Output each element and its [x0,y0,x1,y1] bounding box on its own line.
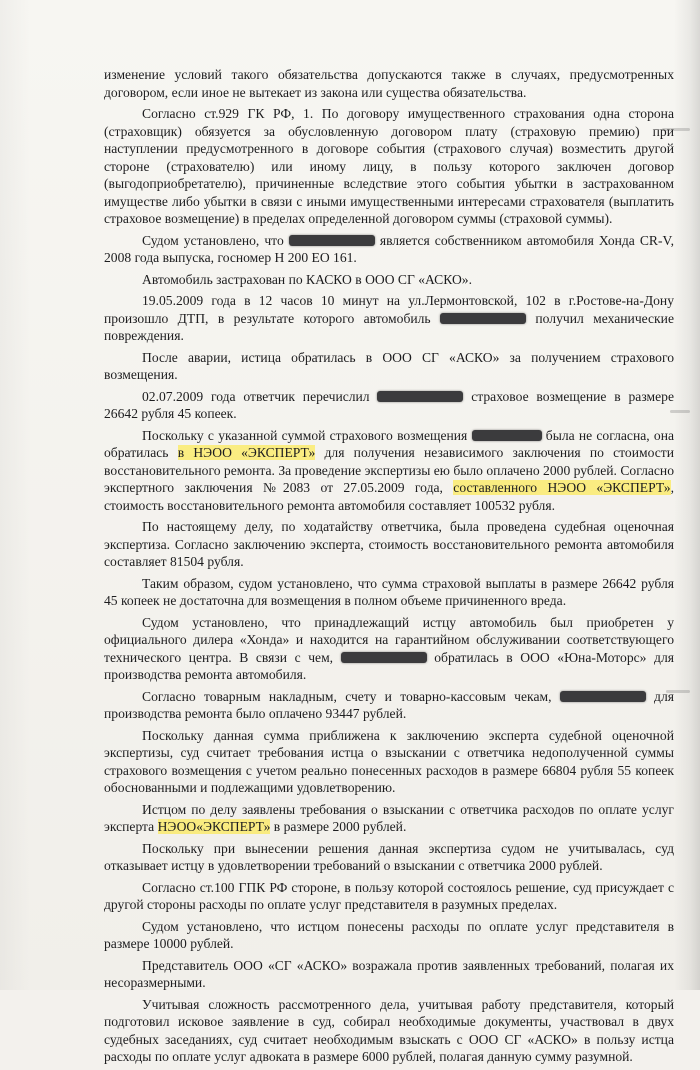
paragraph-3 [104,232,674,267]
text-segment: для получения независимого заключения по стоимости восстановительного ремонта. За проведение экспертизы ею было оплачено 2000 рублей. Согласно экспертного заключения №2083 от 27.05.2009 года, [104,445,675,495]
redacted-name [560,691,646,702]
text-segment: , стоимость восстановительного ремонта автомобиля составляет 100532 рубля. [104,480,674,513]
paragraph-2: Согласно ст.929 ГК РФ, 1. По договору имущественного страхования одна сторона (страховщик) обязуется за обусловленную договором плату (страховую премию) при наступлении предусмотренного в договоре события (страхового случая) возместить другой стороне (страхователю) или иному лицу, в пользу которого заключен договор (выгодоприобретателю), причиненные вследствие этого события убытки в застрахованном имуществе либо убытки в связи с иными имущественными интересами страхователя (выплатить страховое возмещение) в пределах определенной договором суммы (страховой суммы). [104,106,674,226]
scan-shadow-left [0,0,30,990]
paragraph-17: Судом установлено, что истцом понесены расходы по оплате услуг представителя в размере 10000 рублей. [104,918,674,951]
redacted-name [472,430,542,441]
text-segment: для производства ремонта было оплачено 93447 рублей. [104,688,674,721]
paragraph-9: По настоящему делу, по ходатайству ответчика, была проведена судебная оценочная экспертиза. Согласно заключению эксперта, стоимость восстановительного ремонта автомобиля составляет 81504 рубля. [104,519,674,569]
paragraph-8 [104,427,674,515]
text-segment: Истцом по делу заявлены требования о взыскании с ответчика расходов по оплате услуг эксперта [104,801,674,834]
paragraph-19: Учитывая сложность рассмотренного дела, учитывая работу представителя, который подготовил исковое заявление в суд, собирал необходимые документы, участвовал в двух судебных заседаниях, суд считает необходимым взыскать с ООО СГ «АСКО» в пользу истца расходы по оплате услуг адвоката в размере 6000 рублей, полагая данную сумму разумной. [104,996,674,1064]
text-segment: Поскольку с указанной суммой страхового возмещения [142,427,468,443]
paragraph-11 [104,614,674,684]
text-segment: получил механические повреждения. [104,310,674,343]
text-segment: 02.07.2009 года ответчик перечислил [142,388,370,404]
text-segment: Судом установлено, что принадлежащий истцу автомобиль был приобретен у официального дилера «Хонда» и находится на гарантийном обслуживании соответствующего технического центра. В связи с чем, [104,614,674,665]
highlighted-text: составленного НЭОО «ЭКСПЕРТ» [453,480,671,495]
highlighted-text: в НЭОО «ЭКСПЕРТ» [177,445,316,460]
paragraph-13: Поскольку данная сумма приближена к заключению эксперта судебной оценочной экспертизы, суд считает требования истца о взыскании с ответчика недополученной суммы страхового возмещения с учетом реально понесенных расходов в размере 66804 рубля 55 копеек обоснованными и подлежащими удовлетворению. [104,727,674,795]
text-segment: в размере 2000 рублей. [273,819,407,834]
paragraph-7 [104,388,674,423]
paragraph-4: Автомобиль застрахован по КАСКО в ООО СГ «АСКО». [142,271,472,287]
paragraph-1: изменение условий такого обязательства допускаются также в случаях, предусмотренных договором, если иное не вытекает из закона или существа обязательства. [104,67,674,100]
text-segment: Согласно товарным накладным, счету и товарно-кассовым чекам, [142,688,552,704]
paragraph-18: Представитель ООО «СГ «АСКО» возражала против заявленных требований, полагая их несоразмерными. [104,957,674,990]
document-body [104,66,674,1070]
scan-shadow-right [674,0,700,990]
redacted-name [341,652,427,663]
text-segment: 19.05.2009 года в 12 часов 10 минут на ул.Лермонтовской, 102 в г.Ростове-на-Дону произошло ДТП, в результате которого автомобиль [104,293,674,326]
text-segment: обратилась в ООО «Юна-Моторс» для производства ремонта автомобиля. [104,649,674,682]
text-segment: Судом установлено, что [142,232,284,248]
paragraph-5 [104,292,674,345]
text-segment: была не согласна, она обратилась [104,427,675,460]
text-segment: является собственником автомобиля Хонда CR-V, 2008 года выпуска, госномер Н 200 ЕО 161. [104,232,674,265]
text-segment: страховое возмещение в размере 26642 рубля 45 копеек. [104,388,674,421]
paragraph-6: После аварии, истица обратилась в ООО СГ «АСКО» за получением страхового возмещения. [104,349,674,382]
paragraph-12 [104,688,674,723]
paragraph-15: Поскольку при вынесении решения данная экспертиза судом не учитывалась, суд отказывает истцу в удовлетворении требований о взыскании с ответчика 2000 рублей. [104,840,674,873]
paragraph-14 [104,801,674,836]
redacted-name [377,391,463,402]
highlighted-text: НЭОО«ЭКСПЕРТ» [157,819,271,834]
paragraph-16: Согласно ст.100 ГПК РФ стороне, в пользу которой состоялось решение, суд присуждает с другой стороны расходы по оплате услуг представителя в разумных пределах. [104,879,674,912]
paragraph-10: Таким образом, судом установлено, что сумма страховой выплаты в размере 26642 рубля 45 копеек не достаточна для возмещения в полном объеме причиненного вреда. [104,575,674,608]
redacted-name [289,235,375,246]
redacted-name [440,313,526,324]
